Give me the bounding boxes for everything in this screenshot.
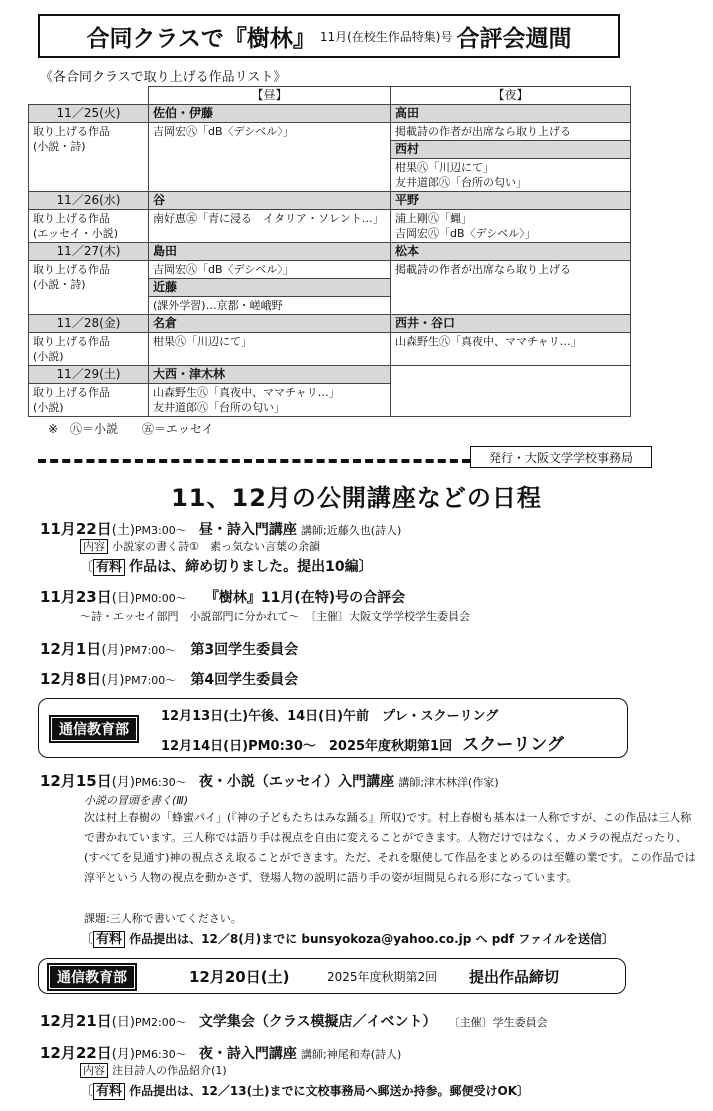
day-class: 佐伯・伊藤 <box>149 105 391 123</box>
table-row: 取り上げる作品 (小説) 山森野生㊇「真夜中、ママチャリ…」 友井道郎㊇「台所の匂い」 <box>29 384 631 417</box>
row-date: 11／28(金) <box>29 315 149 333</box>
row-date: 11／25(火) <box>29 105 149 123</box>
event-2: 11月23日(日)PM0:00～ 『樹林』11月(在特)号の合評会 <box>40 588 406 606</box>
title-issue: 11月(在校生作品特集)号 <box>319 29 453 44</box>
event-6: 12月21日(日)PM2:00～ 文学集会（クラス模擬店／イベント） 〔主催〕学生委員会 <box>40 1012 548 1030</box>
row-date: 11／29(土) <box>29 366 149 384</box>
works-label: 取り上げる作品 <box>33 125 110 138</box>
night-note: 掲載詩の作者が出席なら取り上げる <box>391 123 631 141</box>
night-works: 浦上剛㊇「蝿」 吉岡宏㊇「dB〈デシベル〉」 <box>391 210 631 243</box>
box1-line1: 12月13日(土)午後、14日(日)午前 プレ・スクーリング <box>161 709 499 724</box>
day-works: (課外学習)…京都・嵯峨野 <box>149 297 391 315</box>
schedule-title: 11、12月の公開講座などの日程 <box>171 484 542 512</box>
row-date: 11／26(水) <box>29 192 149 210</box>
class-schedule-table <box>28 86 631 417</box>
event-2-sub: ～詩・エッセイ部門 小説部門に分かれて～ 〔主催〕大阪文学学校学生委員会 <box>80 610 470 623</box>
day-works: 吉岡宏㊇「dB〈デシベル〉」 <box>149 123 391 192</box>
event-1: 11月22日(土)PM3:00～ 昼・詩入門講座 講師;近藤久也(詩人) <box>40 520 402 538</box>
night-class: 西村 <box>391 141 631 159</box>
box2-date: 12月20日(土) <box>189 968 290 986</box>
event-1-paid: 〔 有料 作品は、締め切りました。提出10編〕 <box>80 559 373 575</box>
legend-note: ※ ㊇＝小説 ㊄＝エッセイ <box>48 422 214 436</box>
box2-name: 提出作品締切 <box>469 968 560 986</box>
box2-term: 2025年度秋期第2回 <box>327 970 438 984</box>
issuer-box: 発行・大阪文学学校事務局 <box>470 446 652 468</box>
event-1-content: 内容 小説家の書く詩① 素っ気ない言葉の余韻 <box>80 538 320 554</box>
genre-label: (小説・詩) <box>33 140 86 153</box>
correspondence-box-1 <box>38 698 628 758</box>
day-works: 南好恵㊄「青に浸る イタリア・ソレント…」 <box>149 210 391 243</box>
table-row: 取り上げる作品 (小説・詩) 吉岡宏㊇「dB〈デシベル〉」 掲載詩の作者が出席なら取り上げる <box>29 261 631 279</box>
event-4: 12月8日(月)PM7:00～ 第4回学生委員会 <box>40 670 299 688</box>
day-class: 島田 <box>149 243 391 261</box>
event-7-paid: 〔 有料 作品提出は、12／13(土)までに文校事務局へ郵送か持参。郵便受けOK〕 <box>80 1084 530 1099</box>
column-day: 【昼】 <box>149 87 391 105</box>
table-row <box>29 123 631 141</box>
table-row <box>29 243 631 261</box>
night-works: 山森野生㊇「真夜中、ママチャリ…」 <box>391 333 631 366</box>
night-class: 平野 <box>391 192 631 210</box>
event-7-content: 内容 注目詩人の作品紹介(1) <box>80 1062 227 1078</box>
event-5-subtitle: 小説の冒頭を書く(Ⅲ) <box>84 794 189 807</box>
night-class: 西井・谷口 <box>391 315 631 333</box>
title-main: 合同クラスで『樹林』 <box>86 25 316 52</box>
header-title-box <box>38 14 620 58</box>
table-row <box>29 192 631 210</box>
row-date: 11／27(木) <box>29 243 149 261</box>
table-row <box>29 105 631 123</box>
day-class: 大西・津木林 <box>149 366 391 384</box>
day-works: 吉岡宏㊇「dB〈デシベル〉」 <box>149 261 391 279</box>
day-class: 名倉 <box>149 315 391 333</box>
column-night: 【夜】 <box>391 87 631 105</box>
table-row: 取り上げる作品 (小説) 柑果㊇「川辺にて」 山森野生㊇「真夜中、ママチャリ…」 <box>29 333 631 366</box>
box1-line2: 12月14日(日)PM0:30～ 2025年度秋期第1回 スクーリング <box>161 735 564 755</box>
table-row: 取り上げる作品 (エッセイ・小説) 南好恵㊄「青に浸る イタリア・ソレント…」 浦上剛㊇「蝿」 吉岡宏㊇「dB〈デシベル〉」 <box>29 210 631 243</box>
event-5: 12月15日(月)PM6:30～ 夜・小説（エッセイ）入門講座 講師;津木林洋(作家) <box>40 772 499 790</box>
event-5-paid: 〔 有料 作品提出は、12／8(月)までに bunsyokoza@yahoo.co.jp へ pdf ファイルを送信〕 <box>80 932 615 947</box>
title-week: 合評会週間 <box>456 25 572 52</box>
dashed-divider <box>38 459 470 463</box>
night-class: 松本 <box>391 243 631 261</box>
night-note: 掲載詩の作者が出席なら取り上げる <box>391 261 631 315</box>
day-works: 柑果㊇「川辺にて」 <box>149 333 391 366</box>
day-class: 近藤 <box>149 279 391 297</box>
event-5-body: 次は村上春樹の「蜂蜜パイ」(『神の子どもたちはみな踊る』所収)です。村上春樹も基本は一人称ですが、この作品は三人称で書かれています。三人称では語り手は視点を自由に変えることができます。人物だけではなく、カメラの視点だったり、(すべてを見通す)神の視点さえ取ることができます。ただ、それを駆使して作品をまとめるのは至難の業です。この作品では淳平という人物の視点を動かさず、登場人物の説明に語り手の姿が垣間見られる形になっています。 <box>84 811 696 884</box>
table-row <box>29 315 631 333</box>
day-works: 山森野生㊇「真夜中、ママチャリ…」 友井道郎㊇「台所の匂い」 <box>149 384 391 417</box>
table-header-row <box>29 87 631 105</box>
correspondence-label: 通信教育部 <box>47 963 137 991</box>
day-class: 谷 <box>149 192 391 210</box>
table-row <box>29 366 631 384</box>
night-works: 柑果㊇「川辺にて」 友井道郎㊇「台所の匂い」 <box>391 159 631 192</box>
correspondence-label: 通信教育部 <box>49 715 139 743</box>
event-7: 12月22日(月)PM6:30～ 夜・詩入門講座 講師;神尾和寿(詩人) <box>40 1044 402 1062</box>
correspondence-box-2 <box>38 958 626 994</box>
works-list-heading: 《各合同クラスで取り上げる作品リスト》 <box>40 70 287 85</box>
event-5-task: 課題:三人称で書いてください。 <box>84 912 242 925</box>
event-3: 12月1日(月)PM7:00～ 第3回学生委員会 <box>40 640 299 658</box>
night-class: 高田 <box>391 105 631 123</box>
